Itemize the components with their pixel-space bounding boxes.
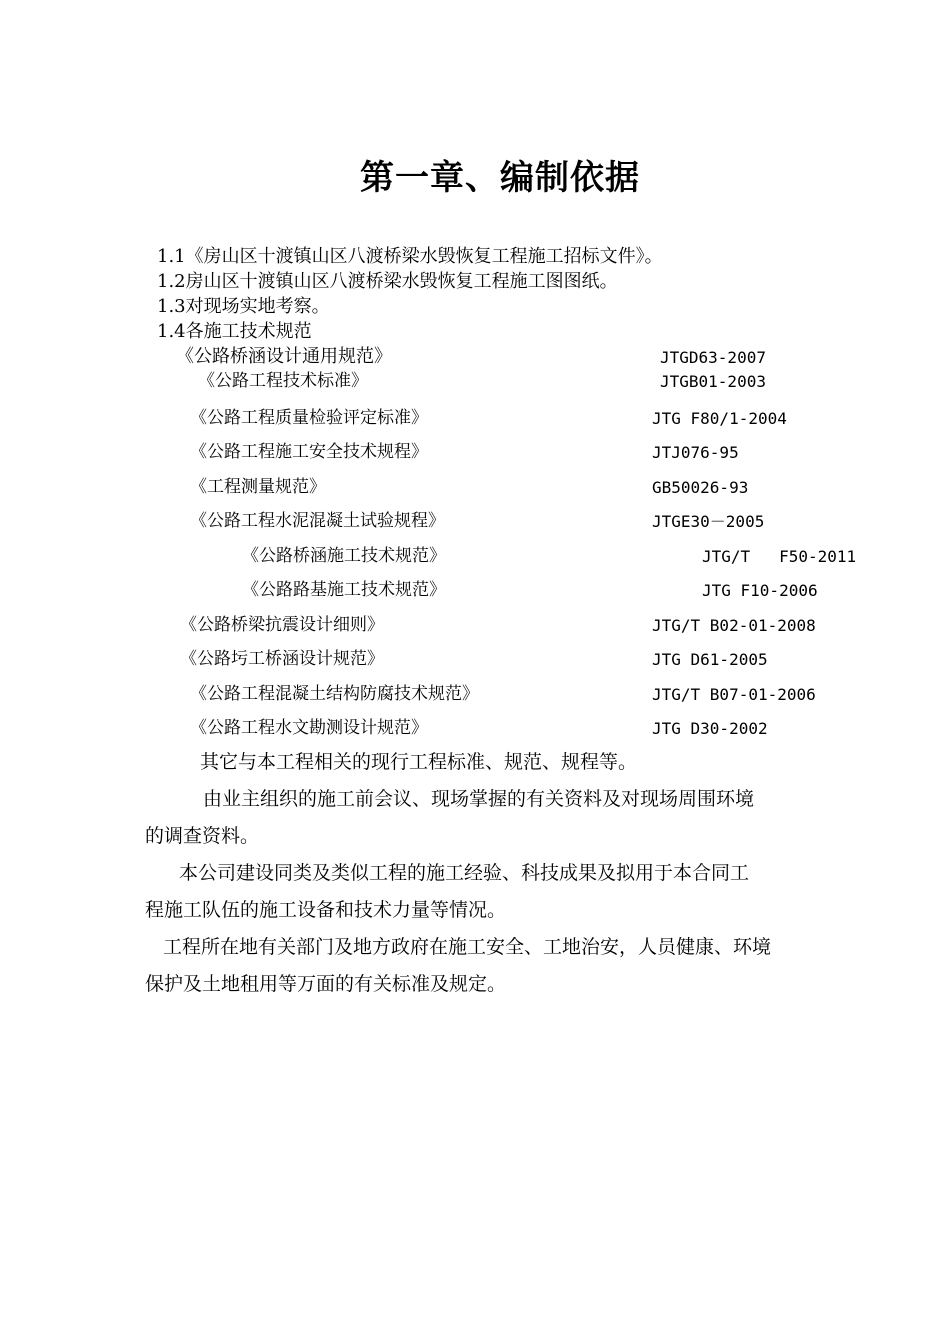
paragraph-line: 的调查资料。 <box>145 825 260 847</box>
standard-name: 《公路桥梁抗震设计细则》 <box>180 615 384 635</box>
basis-item: 1.3对现场实地考察。 <box>157 296 330 317</box>
page-title: 第一章、编制依据 <box>360 158 640 198</box>
body-paragraph <box>145 781 860 855</box>
paragraph-line: 本公司建设同类及类似工程的施工经验、科技成果及拟用于本合同工 <box>179 862 750 884</box>
standard-code: JTGB01-2003 <box>660 372 766 391</box>
standard-name: 《公路工程水泥混凝土试验规程》 <box>190 511 445 531</box>
paragraph-line: 其它与本工程相关的现行工程标准、规范、规程等。 <box>200 751 638 773</box>
basis-item: 1.4各施工技术规范 <box>157 321 312 342</box>
basis-item: 1.2房山区十渡镇山区八渡桥梁水毁恢复工程施工图图纸。 <box>157 271 618 292</box>
standard-code: JTG/T B02-01-2008 <box>652 616 816 635</box>
standard-code: JTG/T B07-01-2006 <box>652 685 816 704</box>
standard-code: JTG/T F50-2011 <box>702 547 857 566</box>
body-paragraph <box>145 929 860 1003</box>
standard-code: JTG D61-2005 <box>652 650 768 669</box>
standard-name: 《公路工程混凝土结构防腐技术规范》 <box>190 684 479 704</box>
standard-name: 《公路工程水文勘测设计规范》 <box>190 718 428 738</box>
standard-code: JTJ076-95 <box>652 443 739 462</box>
standard-name: 《公路工程技术标准》 <box>198 371 368 391</box>
standard-name: 《公路桥涵设计通用规范》 <box>176 346 392 367</box>
standard-code: JTG D30-2002 <box>652 719 768 738</box>
standard-code: JTGD63-2007 <box>660 348 766 367</box>
standard-code: JTGE30－2005 <box>652 512 765 531</box>
standard-code: JTG F10-2006 <box>702 581 818 600</box>
standard-name: 《公路路基施工技术规范》 <box>242 580 446 600</box>
paragraph-line: 程施工队伍的施工设备和技术力量等情况。 <box>145 899 507 921</box>
basis-item: 1.1《房山区十渡镇山区八渡桥梁水毁恢复工程施工招标文件》。 <box>157 246 663 267</box>
standard-name: 《公路工程施工安全技术规程》 <box>190 442 428 462</box>
standard-name: 《公路圬工桥涵设计规范》 <box>180 649 384 669</box>
standard-name: 《公路桥涵施工技术规范》 <box>242 546 446 566</box>
paragraph-line: 保护及土地租用等万面的有关标准及规定。 <box>145 973 507 995</box>
paragraph-line: 由业主组织的施工前会议、现场掌握的有关资料及对现场周围环境 <box>203 788 755 810</box>
standard-name: 《公路工程质量检验评定标准》 <box>190 408 428 428</box>
standard-code: GB50026-93 <box>652 478 749 497</box>
body-paragraph <box>200 744 915 781</box>
standard-code: JTG F80/1-2004 <box>652 409 787 428</box>
body-paragraph <box>145 855 860 929</box>
standard-name: 《工程测量规范》 <box>190 477 326 497</box>
paragraph-line: 工程所在地有关部门及地方政府在施工安全、工地治安，人员健康、环境 <box>163 936 772 958</box>
